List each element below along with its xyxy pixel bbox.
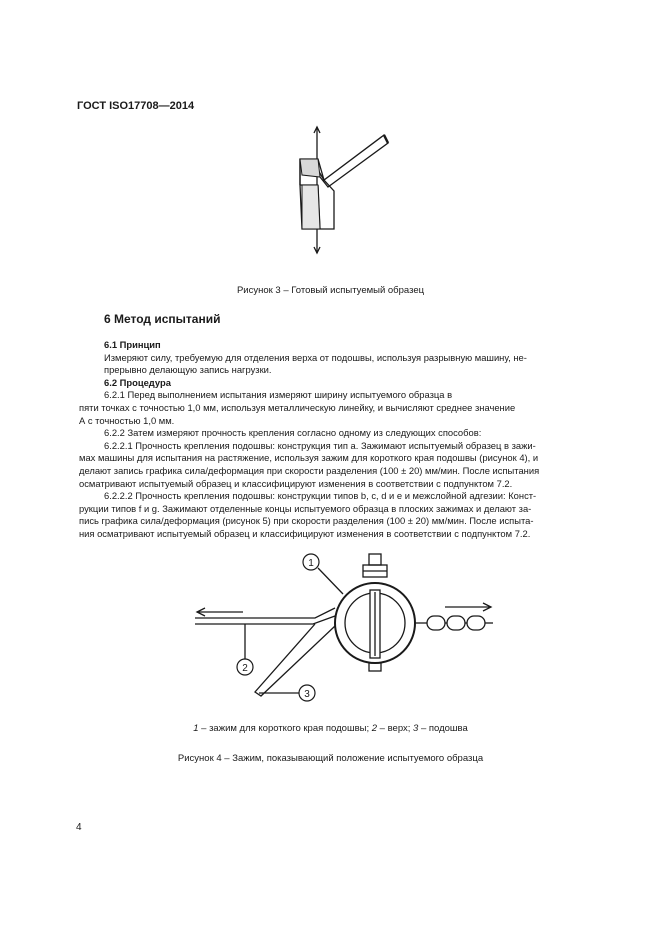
figure-4-clamp [195, 550, 495, 710]
callout-1-label: 1 [308, 558, 314, 569]
legend-text: – верх; [377, 723, 414, 734]
paragraph-6-2-2-2-line: ния осматривают испытуемый образец и классифицируют изменения в соответствии с подпунктом 7.2. [79, 527, 531, 539]
paragraph-6-1-line: прерывно делающую запись нагрузки. [104, 364, 272, 376]
paragraph-6-2-2-2-line: рукции типов f и g. Зажимают отделенные концы испытуемого образца в плоских зажимах и делают за- [79, 502, 532, 514]
callout-2-label: 2 [242, 663, 248, 674]
legend-number: 1 [193, 723, 199, 734]
paragraph-6-2-1-line: пяти точках с точностью 1,0 мм, используя металлическую линейку, и вычисляют среднее значение [79, 401, 516, 413]
legend-number: 2 [371, 723, 378, 734]
subsection-6-2-title: 6.2 Процедура [104, 376, 171, 388]
legend-text: – зажим для короткого края подошвы; [198, 723, 372, 734]
paragraph-6-2-2-1-line: 6.2.2.1 Прочность крепления подошвы: конструкция тип а. Зажимают испытуемый образец в зажи- [104, 439, 536, 451]
paragraph-6-2-2-1-line: осматривают испытуемый образец и классифицируют изменения в соответствии с подпунктом 7.2. [79, 477, 513, 489]
figure-3-caption: Рисунок 3 – Готовый испытуемый образец [236, 285, 425, 296]
paragraph-6-2-2-1-line: делают запись графика сила/деформация при скорости разделения (100 ± 20) мм/мин. После испытания [79, 464, 540, 476]
figure-4-legend [0, 723, 661, 734]
paragraph-6-2-2-2-line: 6.2.2.2 Прочность крепления подошвы: конструкции типов b, c, d и e и межслойной адгезии: Конст- [104, 490, 537, 502]
callout-3-label: 3 [304, 689, 310, 700]
document-header: ГОСТ ISO17708—2014 [77, 100, 195, 112]
section-6-body [79, 339, 616, 541]
paragraph-6-1-line: Измеряют силу, требуемую для отделения верха от подошвы, используя разрывную машину, не- [104, 351, 527, 363]
subsection-6-1-title: 6.1 Принцип [104, 339, 161, 350]
figure-4-caption: Рисунок 4 – Зажим, показывающий положение испытуемого образца [177, 753, 484, 764]
paragraph-6-2-1-line: А с точностью 1,0 мм. [79, 414, 175, 426]
legend-number: 3 [413, 723, 419, 734]
paragraph-6-2-1-line: 6.2.1 Перед выполнением испытания измеряют ширину испытуемого образца в [104, 389, 453, 401]
paragraph-6-2-2-2-line: пись графика сила/деформация (рисунок 5) при скорости разделения (100 ± 20) мм/мин. После испыта- [79, 515, 534, 527]
section-6-title: 6 Метод испытаний [104, 312, 221, 326]
figure-3-specimen [290, 125, 400, 265]
paragraph-6-2-2: 6.2.2 Затем измеряют прочность крепления согласно одному из следующих способов: [104, 427, 482, 439]
page-number: 4 [76, 822, 82, 833]
legend-text: – подошва [418, 723, 468, 734]
paragraph-6-2-2-1-line: мах машины для испытания на растяжение, используя зажим для короткого края подошвы (рисунок 4), и [79, 452, 539, 464]
